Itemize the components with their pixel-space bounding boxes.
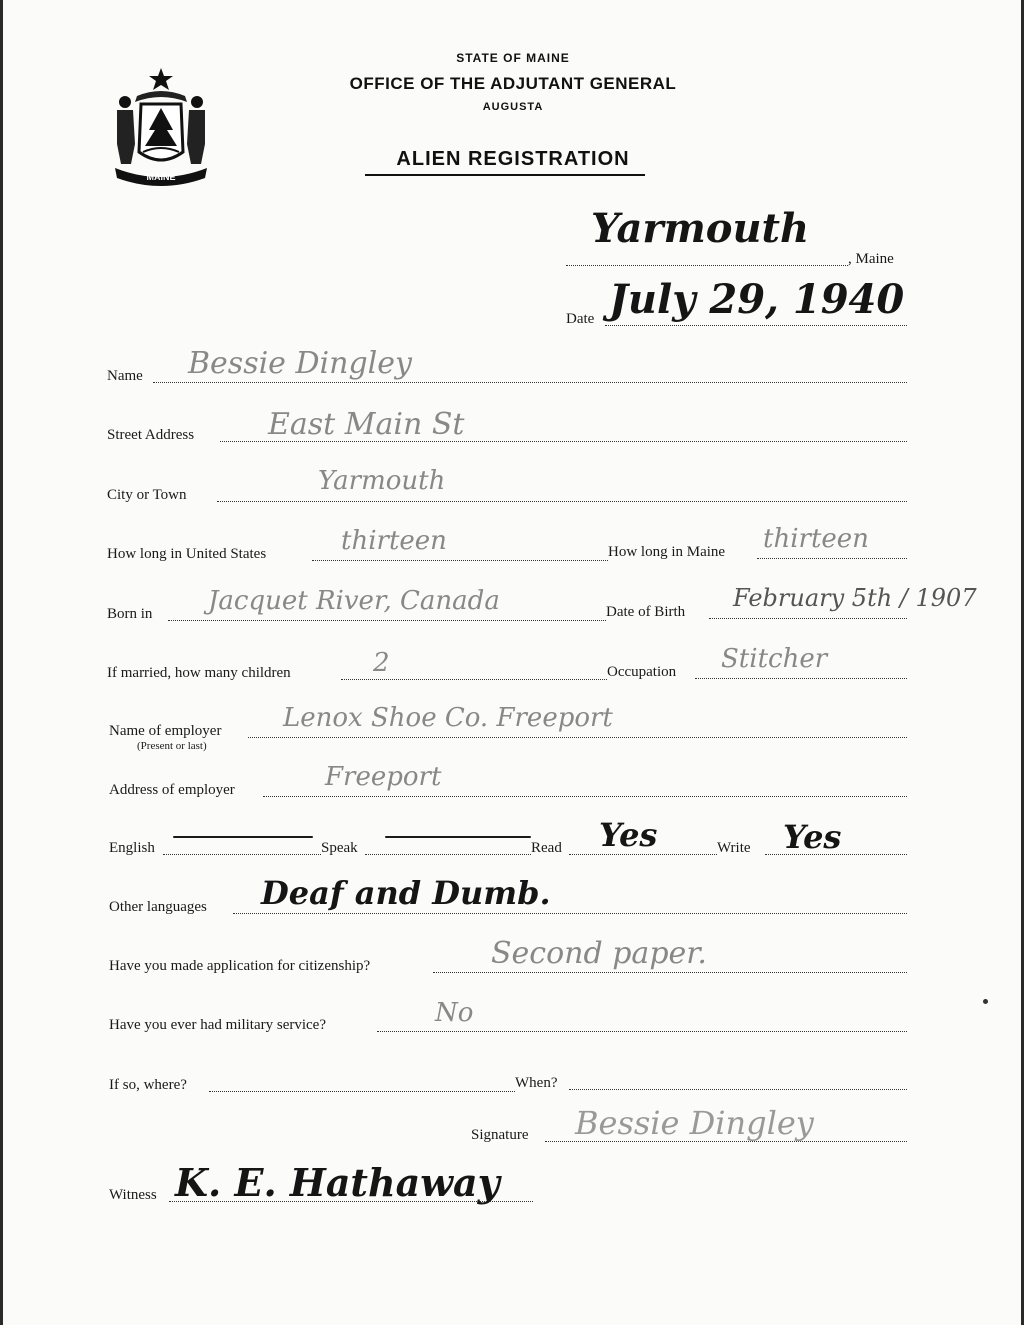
street-label: Street Address [107, 427, 195, 443]
speak-label: Speak [321, 840, 358, 856]
where-line [209, 1091, 515, 1092]
occupation-value[interactable]: Stitcher [721, 644, 828, 674]
maine-duration-value[interactable]: thirteen [763, 524, 869, 554]
read-label: Read [531, 840, 562, 856]
place-suffix: , Maine [848, 251, 894, 267]
date-label: Date [566, 311, 595, 327]
date-line [605, 325, 907, 326]
title-underline [365, 174, 645, 176]
speak-line [365, 854, 531, 855]
children-line [341, 679, 607, 680]
read-value[interactable]: Yes [599, 816, 658, 854]
military-line [377, 1031, 907, 1032]
occupation-label: Occupation [607, 664, 677, 680]
name-line [153, 382, 907, 383]
employer-sublabel: (Present or last) [137, 740, 207, 752]
city-line [217, 501, 907, 502]
military-value[interactable]: No [435, 998, 474, 1028]
signature-value[interactable]: Bessie Dingley [575, 1104, 814, 1142]
dob-value[interactable]: February 5th / 1907 [733, 584, 977, 612]
other-languages-line [233, 913, 907, 914]
military-label: Have you ever had military service? [109, 1017, 326, 1033]
write-label: Write [717, 840, 751, 856]
employer-address-line [263, 796, 907, 797]
employer-label: Name of employer [109, 723, 222, 739]
read-line [569, 854, 717, 855]
form-title: ALIEN REGISTRATION [396, 148, 630, 170]
occupation-line [695, 678, 907, 679]
english-dash-stroke [173, 836, 313, 838]
where-label: If so, where? [109, 1077, 187, 1093]
dob-label: Date of Birth [606, 604, 686, 620]
date-value[interactable]: July 29, 1940 [609, 276, 905, 323]
maine-duration-label: How long in Maine [608, 544, 726, 560]
citizenship-line [433, 972, 907, 973]
seal-text: MAINE [146, 172, 176, 182]
employer-value[interactable]: Lenox Shoe Co. Freeport [283, 703, 613, 733]
children-value[interactable]: 2 [373, 648, 390, 678]
other-languages-value[interactable]: Deaf and Dumb. [261, 874, 551, 912]
street-value[interactable]: East Main St [268, 407, 465, 442]
citizenship-label: Have you made application for citizenship? [109, 958, 371, 974]
name-value[interactable]: Bessie Dingley [188, 346, 412, 381]
header-city: AUGUSTA [482, 101, 544, 113]
born-in-line [168, 620, 606, 621]
born-in-value[interactable]: Jacquet River, Canada [208, 586, 500, 616]
when-label: When? [515, 1075, 558, 1091]
us-duration-label: How long in United States [107, 546, 267, 562]
employer-line [248, 737, 907, 738]
dob-line [709, 618, 907, 619]
children-label: If married, how many children [107, 665, 291, 681]
other-languages-label: Other languages [109, 899, 207, 915]
born-in-label: Born in [107, 606, 153, 622]
us-duration-value[interactable]: thirteen [341, 526, 447, 556]
place-value[interactable]: Yarmouth [591, 205, 810, 252]
english-label: English [109, 840, 155, 856]
us-duration-line [312, 560, 608, 561]
place-line [566, 265, 848, 266]
city-value[interactable]: Yarmouth [318, 466, 446, 496]
write-value[interactable]: Yes [783, 818, 842, 856]
header-office: OFFICE OF THE ADJUTANT GENERAL [349, 74, 677, 93]
witness-label: Witness [109, 1187, 157, 1203]
citizenship-value[interactable]: Second paper. [491, 936, 707, 971]
header-state: STATE OF MAINE [456, 51, 570, 65]
maine-seal-icon [107, 64, 215, 188]
when-line [569, 1089, 907, 1090]
employer-address-value[interactable]: Freeport [325, 762, 442, 792]
name-label: Name [107, 368, 143, 384]
signature-label: Signature [471, 1127, 529, 1143]
employer-address-label: Address of employer [109, 782, 235, 798]
ink-speck [983, 999, 988, 1004]
city-label: City or Town [107, 487, 187, 503]
speak-dash-stroke [385, 836, 531, 838]
english-line [163, 854, 321, 855]
witness-value[interactable]: K. E. Hathaway [175, 1160, 500, 1205]
registration-form [3, 0, 1021, 1325]
maine-duration-line [757, 558, 907, 559]
